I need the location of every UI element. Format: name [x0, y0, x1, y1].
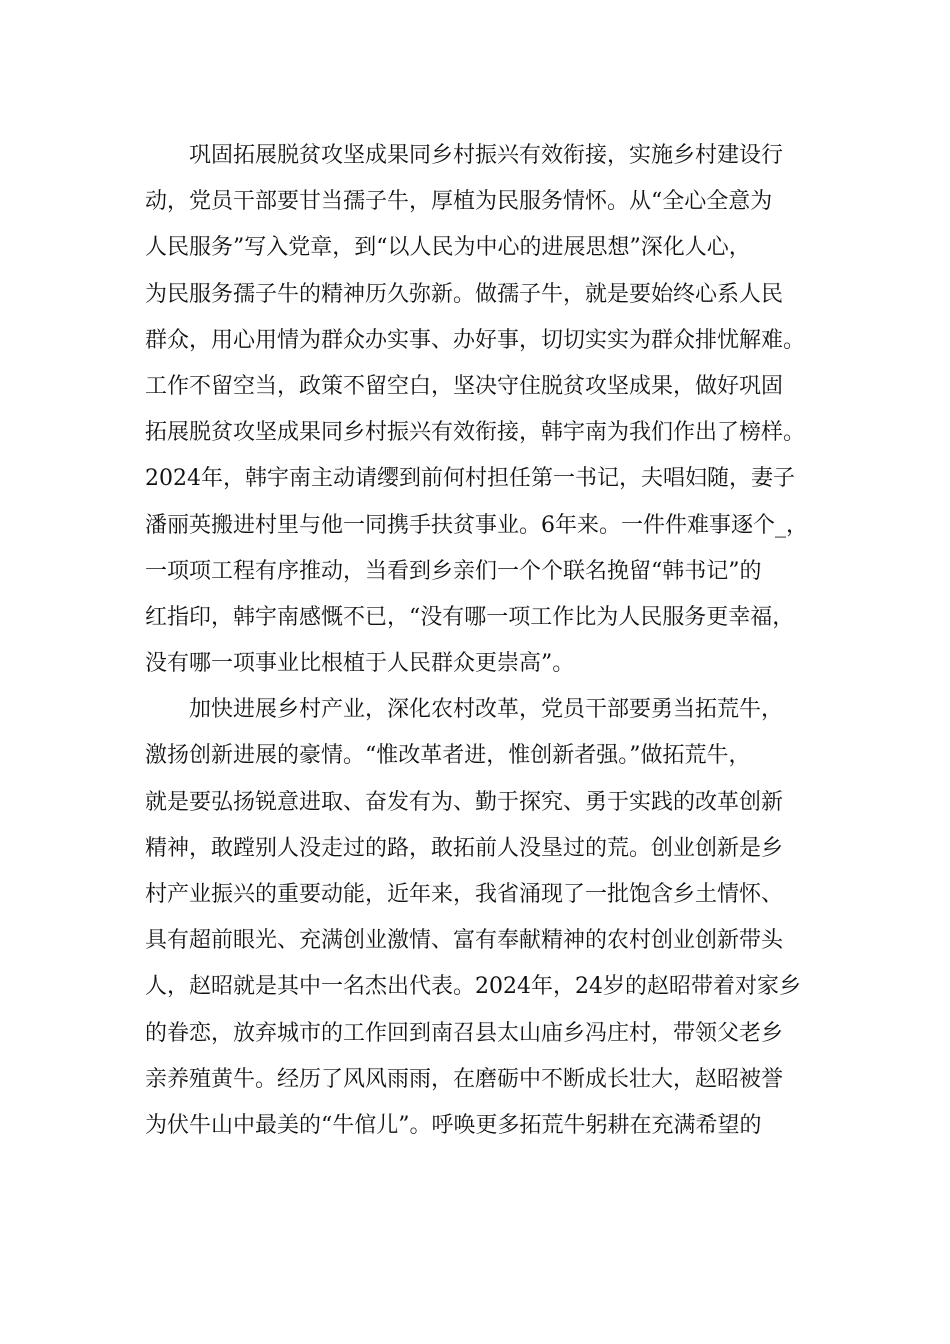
text-line: 亲养殖黄牛。经历了风风雨雨，在磨砺中不断成长壮大，赵昭被誉	[145, 1066, 784, 1092]
text-line: 就是要弘扬锐意进取、奋发有为、勤于探究、勇于实践的改革创新	[145, 789, 784, 815]
text-line: 红指印，韩宇南感慨不已，“没有哪一项工作比为人民服务更幸福，	[145, 604, 795, 630]
text-line: 人，赵昭就是其中一名杰出代表。2024年，24岁的赵昭带着对家乡	[145, 974, 801, 1000]
body-text	[145, 133, 835, 1149]
text-line: 的眷恋，放弃城市的工作回到南召县太山庙乡冯庄村，带领父老乡	[145, 1020, 784, 1046]
text-line: 潘丽英搬进村里与他一同携手扶贫事业。6年来。一件件难事逐个_，	[145, 512, 808, 538]
text-line: 精神，敢蹚别人没走过的路，敢拓前人没垦过的荒。创业创新是乡	[145, 835, 784, 861]
text-line: 村产业振兴的重要动能，近年来，我省涌现了一批饱含乡土情怀、	[145, 882, 784, 907]
text-line: 激扬创新进展的豪情。“惟改革者进，惟创新者强。”做拓荒牛，	[145, 743, 751, 769]
text-line: 没有哪一项事业比根植于人民群众更崇高”。	[145, 651, 575, 677]
text-line: 动，党员干部要甘当孺子牛，厚植为民服务情怀。从“全心全意为	[145, 189, 773, 215]
text-line: 为伏牛山中最美的“牛倌儿”。呼唤更多拓荒牛躬耕在充满希望的	[145, 1112, 762, 1138]
paragraph-1	[145, 133, 835, 687]
text-line: 具有超前眼光、充满创业激情、富有奉献精神的农村创业创新带头	[145, 928, 784, 954]
text-line: 一项项工程有序推动，当看到乡亲们一个个联名挽留“韩书记”的	[145, 558, 762, 584]
paragraph-2	[145, 687, 835, 1149]
text-line: 人民服务”写入党章，到“以人民为中心的进展思想”深化人心，	[145, 235, 751, 261]
text-line: 2024年，韩宇南主动请缨到前何村担任第一书记，夫唱妇随，妻子	[145, 466, 795, 492]
text-line: 为民服务孺子牛的精神历久弥新。做孺子牛，就是要始终心系人民	[145, 281, 784, 307]
text-line: 巩固拓展脱贫攻坚成果同乡村振兴有效衔接，实施乡村建设行	[189, 143, 784, 168]
text-line: 群众，用心用情为群众办实事、办好事，切切实实为群众排忧解难。	[145, 327, 806, 353]
text-line: 工作不留空当，政策不留空白，坚决守住脱贫攻坚成果，做好巩固	[145, 373, 784, 399]
text-line: 加快进展乡村产业，深化农村改革，党员干部要勇当拓荒牛，	[189, 697, 784, 723]
text-line: 拓展脱贫攻坚成果同乡村振兴有效衔接，韩宇南为我们作出了榜样。	[145, 420, 806, 446]
